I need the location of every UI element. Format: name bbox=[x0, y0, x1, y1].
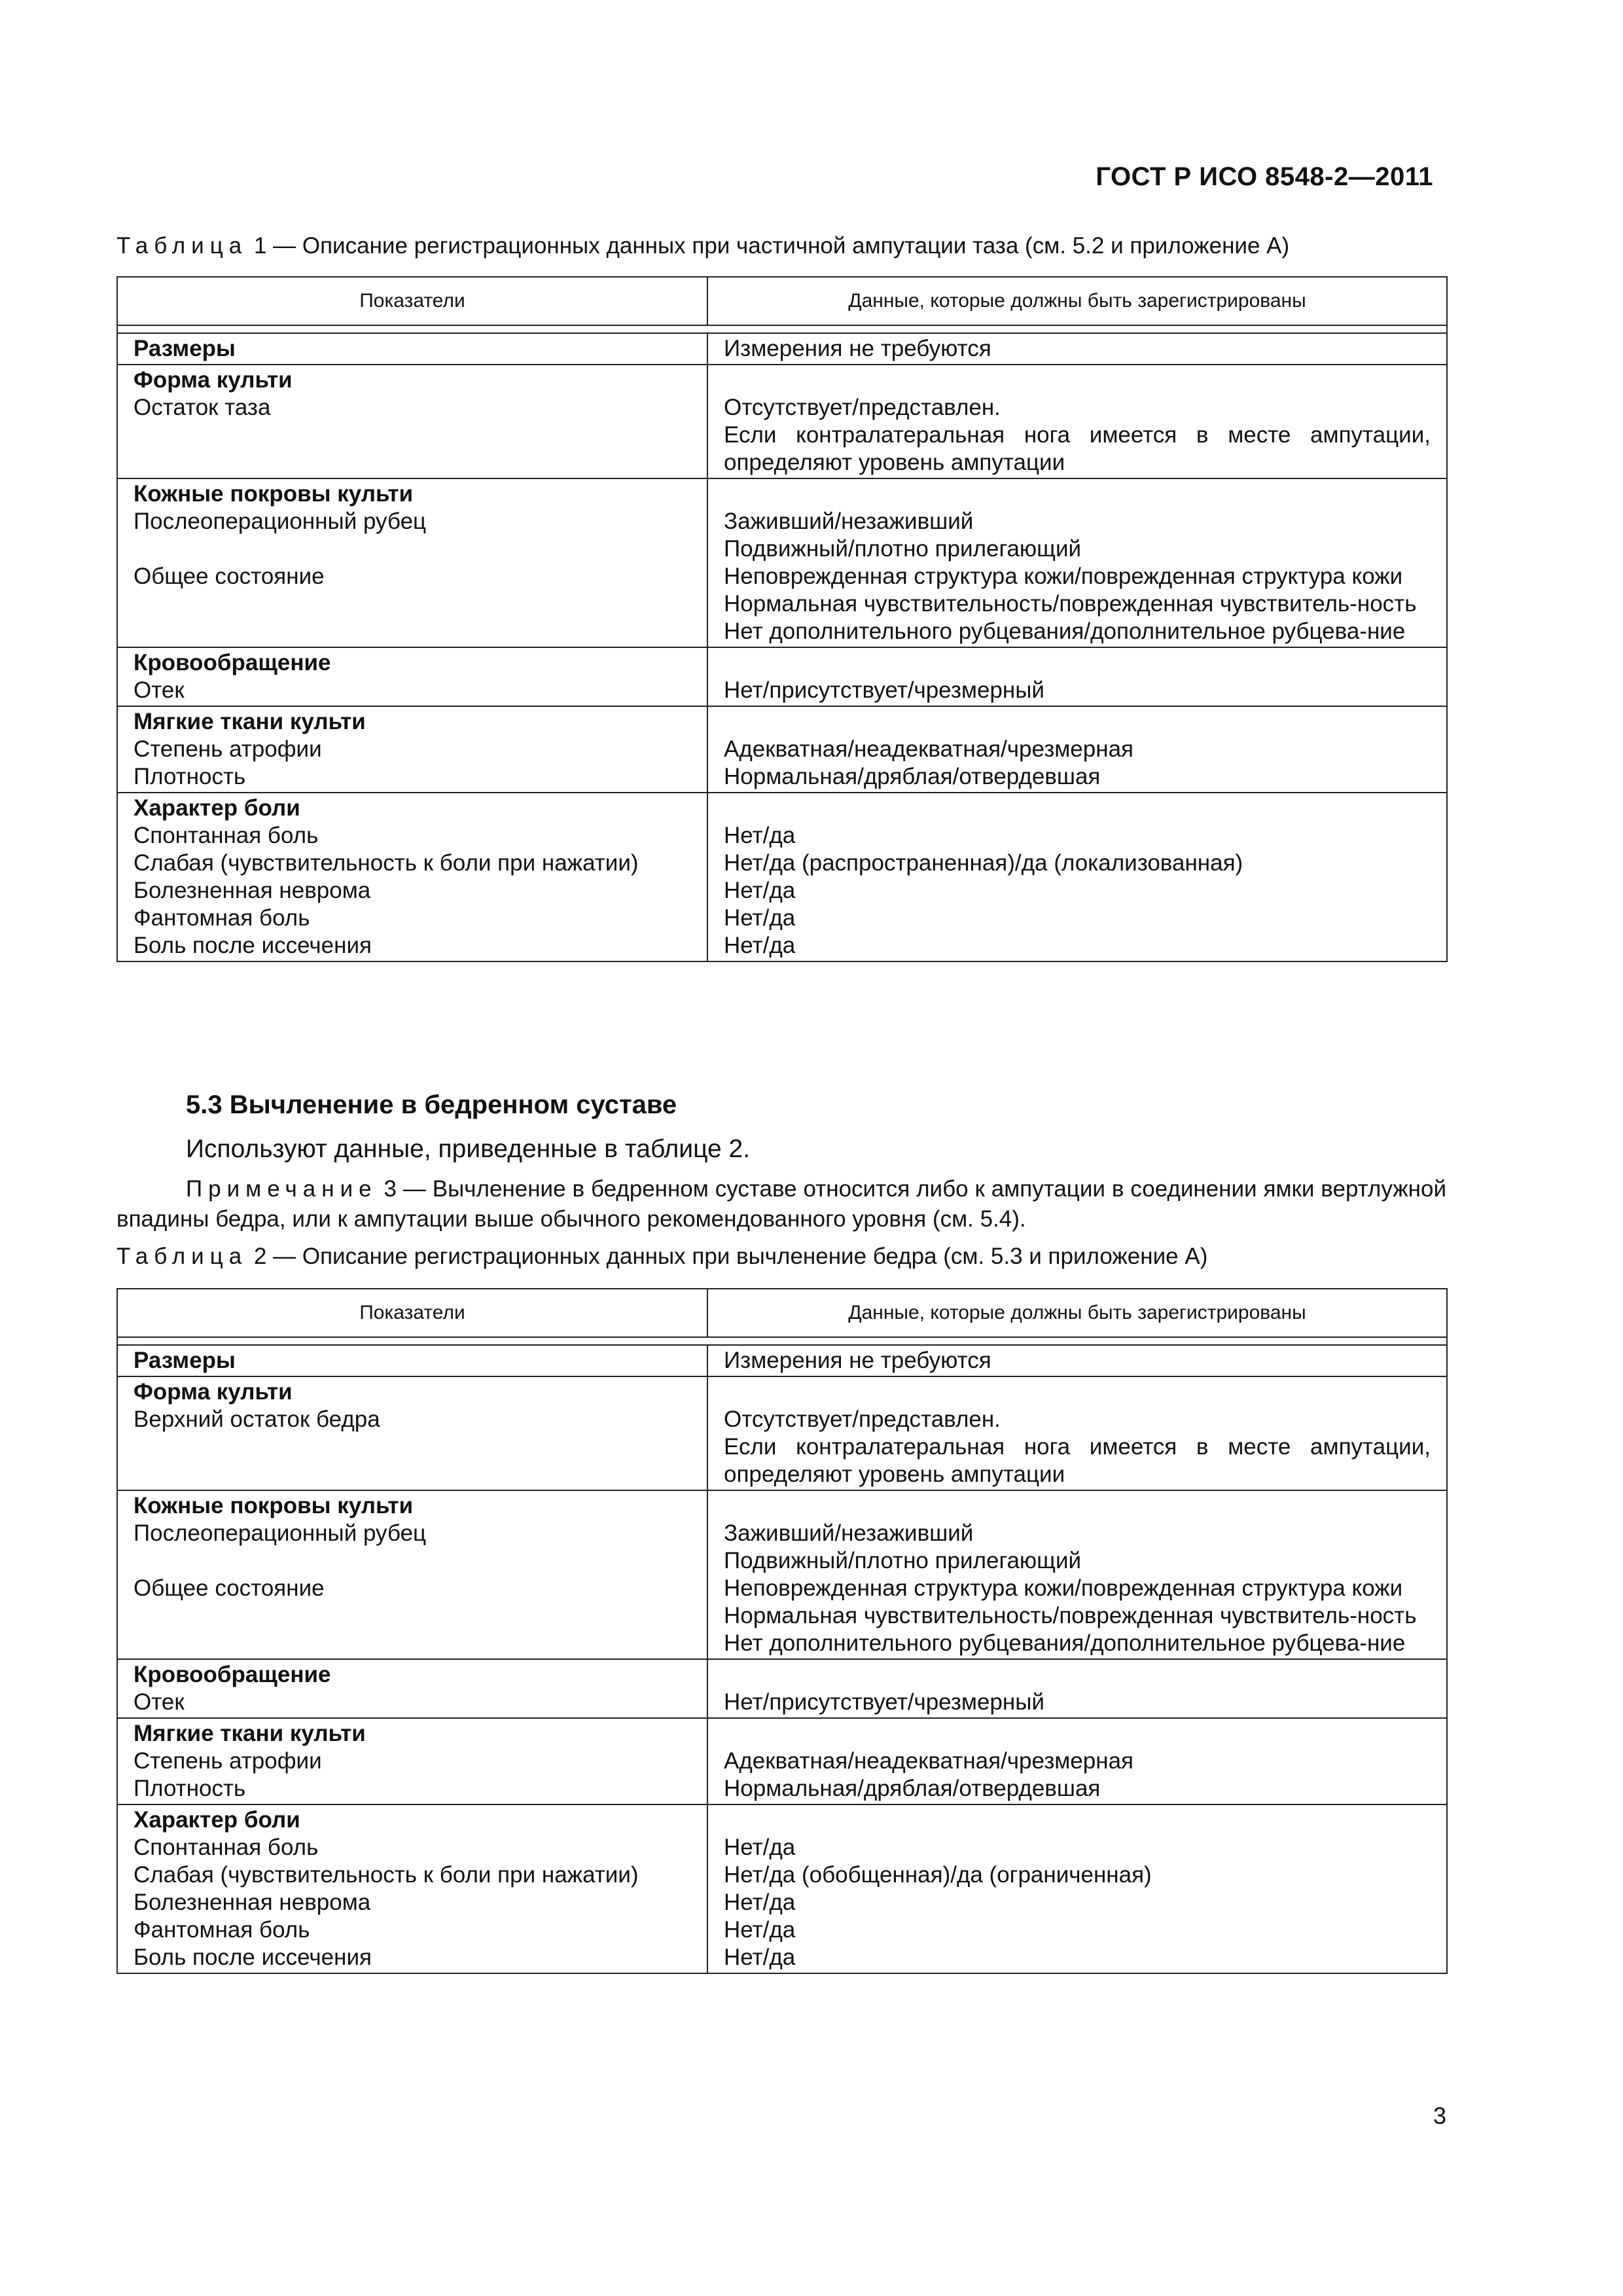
table-spacer-row bbox=[117, 325, 1447, 333]
table-1-col-data: Данные, которые должны быть зарегистрированы bbox=[707, 277, 1447, 325]
line-gap bbox=[724, 795, 1431, 822]
cell-line: Нормальная/дряблая/отвердевшая bbox=[724, 1776, 1101, 1801]
table-row bbox=[117, 706, 1447, 793]
note-word: Примечание bbox=[186, 1176, 378, 1202]
indicator-cell bbox=[117, 365, 707, 478]
indicator-cell bbox=[117, 706, 707, 793]
data-cell bbox=[707, 706, 1447, 793]
table-2-caption-word: Таблица bbox=[116, 1244, 248, 1269]
cell-line: Фантомная боль bbox=[134, 905, 310, 931]
cell-line: Неповрежденная структура кожи/поврежденная структура кожи bbox=[724, 564, 1403, 589]
line-gap bbox=[724, 1492, 1431, 1520]
data-cell bbox=[707, 1659, 1447, 1718]
indicator-cell bbox=[117, 1659, 707, 1718]
table-row bbox=[117, 793, 1447, 961]
cell-line: Измерения не требуются bbox=[724, 1348, 991, 1373]
cell-line: Нет/да bbox=[724, 1945, 796, 1970]
data-cell bbox=[707, 365, 1447, 478]
cell-line: Заживший/незаживший bbox=[724, 509, 974, 534]
cell-line: Нет/да bbox=[724, 933, 796, 958]
table-row bbox=[117, 647, 1447, 706]
group-title: Кровообращение bbox=[134, 650, 331, 675]
group-title: Форма культи bbox=[134, 367, 293, 393]
table-2-col-data: Данные, которые должны быть зарегистрированы bbox=[707, 1289, 1447, 1337]
table-row bbox=[117, 478, 1447, 647]
data-cell bbox=[707, 793, 1447, 961]
cell-line: Нет/присутствует/чрезмерный bbox=[724, 1689, 1044, 1715]
cell-line: Заживший/незаживший bbox=[724, 1520, 974, 1546]
table-row bbox=[117, 1718, 1447, 1804]
data-cell bbox=[707, 1718, 1447, 1804]
data-cell bbox=[707, 478, 1447, 647]
cell-line: Плотность bbox=[134, 1776, 246, 1801]
line-gap bbox=[724, 708, 1431, 736]
table-row bbox=[117, 1659, 1447, 1718]
cell-line: Подвижный/плотно прилегающий bbox=[724, 536, 1082, 562]
cell-line: Отек bbox=[134, 677, 185, 703]
cell-line: Слабая (чувствительность к боли при нажатии) bbox=[134, 850, 639, 876]
line-gap bbox=[724, 1661, 1431, 1689]
note-text: 3 — Вычленение в бедренном суставе относится либо к ампутации в соединении ямки вертлужной впадины бедра, или к ампутации выше обычного рекомендованного уровня (см. 5.4). bbox=[116, 1176, 1446, 1232]
cell-line: Нет/да bbox=[724, 1835, 796, 1860]
table-row bbox=[117, 1376, 1447, 1490]
cell-line: Болезненная неврома bbox=[134, 878, 371, 903]
cell-line: Послеоперационный рубец bbox=[134, 1520, 427, 1546]
data-cell bbox=[707, 647, 1447, 706]
table-1-caption-word: Таблица bbox=[116, 233, 248, 259]
line-gap bbox=[724, 649, 1431, 677]
cell-line: Отсутствует/представлен. bbox=[724, 395, 1001, 420]
data-cell bbox=[707, 1345, 1447, 1376]
group-title: Размеры bbox=[134, 336, 236, 361]
group-title: Мягкие ткани культи bbox=[134, 709, 366, 734]
line-gap bbox=[724, 480, 1431, 508]
table-2 bbox=[116, 1288, 1448, 1974]
indicator-cell bbox=[117, 1376, 707, 1490]
line-gap bbox=[724, 1720, 1431, 1748]
cell-line: Измерения не требуются bbox=[724, 336, 991, 361]
table-2-body bbox=[117, 1337, 1447, 1973]
data-cell bbox=[707, 1804, 1447, 1973]
cell-line: Адекватная/неадекватная/чрезмерная bbox=[724, 1748, 1133, 1774]
table-row bbox=[117, 333, 1447, 365]
cell-line: Если контралатеральная нога имеется в месте ампутации, определяют уровень ампутации bbox=[724, 1434, 1431, 1487]
cell-line: Нормальная чувствительность/поврежденная чувствитель-ность bbox=[724, 591, 1417, 617]
group-title: Кожные покровы культи bbox=[134, 1493, 414, 1518]
indicator-cell bbox=[117, 478, 707, 647]
cell-line: Нет/присутствует/чрезмерный bbox=[724, 677, 1044, 703]
group-title: Кровообращение bbox=[134, 1662, 331, 1687]
indicator-cell bbox=[117, 1490, 707, 1659]
page-number: 3 bbox=[1433, 2102, 1446, 2129]
cell-line: Степень атрофии bbox=[134, 1748, 322, 1774]
table-row bbox=[117, 365, 1447, 478]
cell-line: Нормальная чувствительность/поврежденная чувствитель-ность bbox=[724, 1603, 1417, 1628]
cell-line: Нет дополнительного рубцевания/дополнительное рубцева-ние bbox=[724, 619, 1406, 644]
group-title: Размеры bbox=[134, 1348, 236, 1373]
indicator-cell bbox=[117, 1804, 707, 1973]
section-text: Используют данные, приведенные в таблице 2. bbox=[186, 1135, 751, 1163]
cell-line: Нет/да bbox=[724, 878, 796, 903]
table-row bbox=[117, 1345, 1447, 1376]
table-spacer-cell bbox=[117, 325, 1447, 333]
cell-line: Спонтанная боль bbox=[134, 1835, 319, 1860]
table-2-header-row bbox=[117, 1289, 1447, 1337]
cell-line: Степень атрофии bbox=[134, 736, 322, 762]
document-code: ГОСТ Р ИСО 8548-2—2011 bbox=[1096, 162, 1433, 191]
cell-line: Слабая (чувствительность к боли при нажатии) bbox=[134, 1862, 639, 1888]
cell-line: Болезненная неврома bbox=[134, 1890, 371, 1915]
cell-line: Нет/да (распространенная)/да (локализованная) bbox=[724, 850, 1243, 876]
table-1-caption-text: 1 — Описание регистрационных данных при частичной ампутации таза (см. 5.2 и приложение А) bbox=[247, 233, 1290, 259]
indicator-cell bbox=[117, 1718, 707, 1804]
indicator-cell bbox=[117, 647, 707, 706]
cell-line: Неповрежденная структура кожи/поврежденная структура кожи bbox=[724, 1575, 1403, 1601]
cell-line: Отек bbox=[134, 1689, 185, 1715]
cell-line: Нет дополнительного рубцевания/дополнительное рубцева-ние bbox=[724, 1630, 1406, 1656]
group-title: Форма культи bbox=[134, 1379, 293, 1405]
table-spacer-row bbox=[117, 1337, 1447, 1345]
cell-line: Нет/да (обобщенная)/да (ограниченная) bbox=[724, 1862, 1152, 1888]
cell-line: Если контралатеральная нога имеется в месте ампутации, определяют уровень ампутации bbox=[724, 422, 1431, 475]
indicator-cell bbox=[117, 333, 707, 365]
table-row bbox=[117, 1804, 1447, 1973]
indicator-cell bbox=[117, 793, 707, 961]
cell-line: Нормальная/дряблая/отвердевшая bbox=[724, 764, 1101, 789]
table-2-caption bbox=[116, 1244, 1207, 1270]
cell-line: Нет/да bbox=[724, 823, 796, 848]
table-row bbox=[117, 1490, 1447, 1659]
line-gap bbox=[724, 367, 1431, 394]
cell-line: Адекватная/неадекватная/чрезмерная bbox=[724, 736, 1133, 762]
cell-line: Спонтанная боль bbox=[134, 823, 319, 848]
cell-line: Нет/да bbox=[724, 1917, 796, 1943]
cell-line: Подвижный/плотно прилегающий bbox=[724, 1548, 1082, 1573]
table-1 bbox=[116, 276, 1448, 962]
group-title: Кожные покровы культи bbox=[134, 481, 414, 507]
data-cell bbox=[707, 333, 1447, 365]
cell-line: Общее состояние bbox=[134, 1575, 325, 1601]
data-cell bbox=[707, 1490, 1447, 1659]
group-title: Мягкие ткани культи bbox=[134, 1721, 366, 1746]
data-cell bbox=[707, 1376, 1447, 1490]
line-gap bbox=[724, 1378, 1431, 1406]
line-gap bbox=[134, 535, 691, 563]
cell-line: Общее состояние bbox=[134, 564, 325, 589]
line-gap bbox=[134, 1547, 691, 1575]
table-1-col-indicators: Показатели bbox=[117, 277, 707, 325]
line-gap bbox=[724, 1806, 1431, 1834]
table-2-col-indicators: Показатели bbox=[117, 1289, 707, 1337]
indicator-cell bbox=[117, 1345, 707, 1376]
cell-line: Отсутствует/представлен. bbox=[724, 1407, 1001, 1432]
cell-line: Фантомная боль bbox=[134, 1917, 310, 1943]
table-spacer-cell bbox=[117, 1337, 1447, 1345]
section-title: 5.3 Вычленение в бедренном суставе bbox=[186, 1090, 677, 1119]
group-title: Характер боли bbox=[134, 795, 300, 821]
cell-line: Нет/да bbox=[724, 905, 796, 931]
cell-line: Послеоперационный рубец bbox=[134, 509, 427, 534]
group-title: Характер боли bbox=[134, 1807, 300, 1833]
note-3 bbox=[116, 1174, 1446, 1234]
cell-line: Остаток таза bbox=[134, 395, 271, 420]
table-2-caption-text: 2 — Описание регистрационных данных при вычленение бедра (см. 5.3 и приложение А) bbox=[247, 1244, 1208, 1269]
table-1-header-row bbox=[117, 277, 1447, 325]
cell-line: Боль после иссечения bbox=[134, 933, 372, 958]
cell-line: Нет/да bbox=[724, 1890, 796, 1915]
cell-line: Боль после иссечения bbox=[134, 1945, 372, 1970]
cell-line: Плотность bbox=[134, 764, 246, 789]
table-1-body bbox=[117, 325, 1447, 961]
table-1-caption bbox=[116, 233, 1289, 259]
cell-line: Верхний остаток бедра bbox=[134, 1407, 380, 1432]
